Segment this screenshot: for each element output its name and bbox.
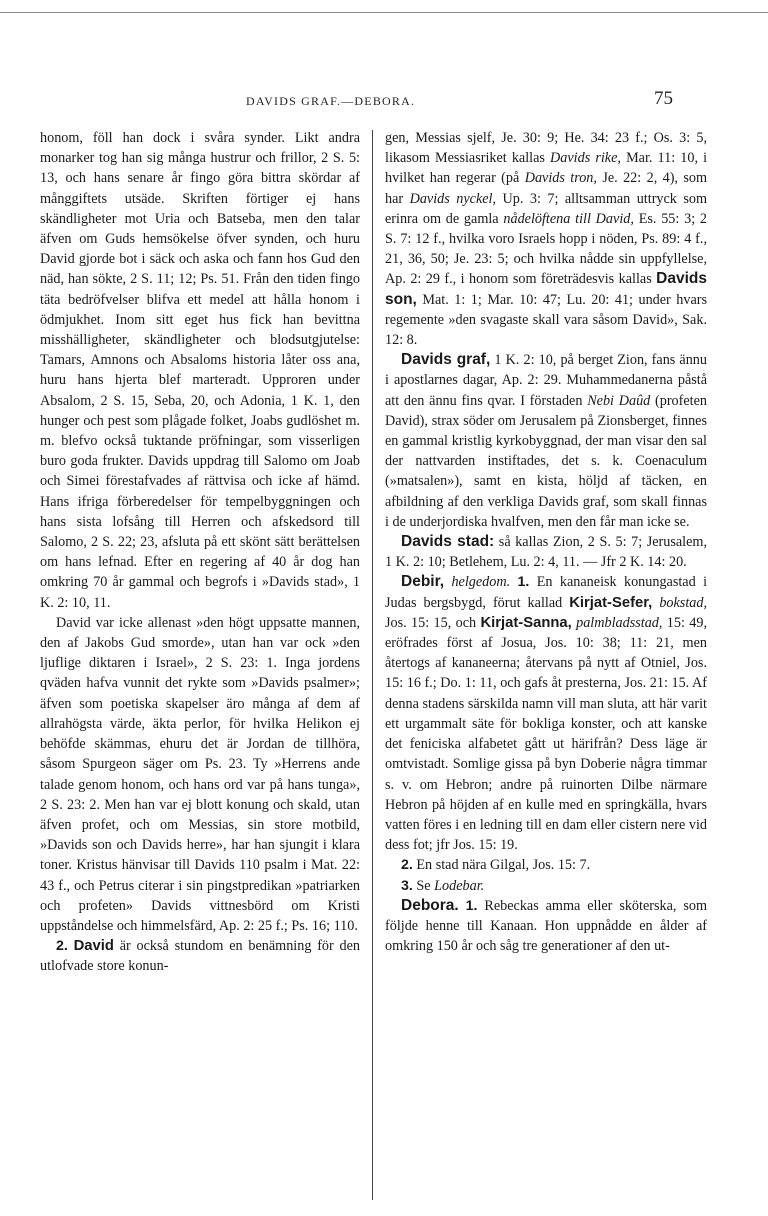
entry-davids-graf: [385, 350, 707, 532]
text-run: Je. 22: 2, 4), som har: [385, 170, 708, 207]
italic-term: palmbladsstad,: [576, 614, 663, 631]
entry-headword: Debir,: [401, 573, 445, 591]
entry-headword: David: [73, 938, 114, 955]
text-run: En kananeisk konungastad i Judas bergsbygd, förut kallad: [385, 574, 708, 611]
entry-text: är också stundom en benämning för den utlofvade store konun-: [40, 938, 361, 975]
top-rule: [0, 12, 768, 13]
entry-number: 2.: [56, 938, 68, 955]
paragraph: honom, föll han dock i svåra synder. Likt andra monarker tog han sig många hustrur och frillor, 2 S. 5: 13, och hans senare år fingo göra bittra skördar af månggiftets utsäde. Skriften förtiger ej hans skändligheter mot Uria och Batseba, men den talar äfven om Guds hemsökelse öfver synden, och huru David gjorde bot i säck och aska och fann hos Gud den näd, han sökte, 2 S. 11; 12; Ps. 51. Från den tiden fingo täta bedröfvelser blifva ett medel att hålla honom i ödmjukhet. Inom sitt eget hus fick han bevittna misshälligheter, skändligheter och blodsutgjutelse: Tamars, Amnons och Absaloms historia låter oss ana, huru hans hjerta blef marteradt. Upproren under Absalom, 2 S. 15, Seba, 20, och Adonia, 1 K. 1, den hunger och pest som plågade folket, Joabs gudlöshet m. m. blefvo också tuktande pröfningar, som visserligen buro goda frukter. Davids uppdrag till Salomo om Joab och Simei förestafvades af rättvisa och icke af hämd. Hans ifriga förberedelser för tempelbyggningen och hans sista lofsång till Herren och afskedsord till Salomo, 2 S. 22; 23, afsluta på ett skönt sätt berättelsen om hans lefnad. Efter en regering af 40 år dog han omkring 70 år gammal och begrofs i »Davids stad», 1 K. 2: 10, 11.: [40, 130, 360, 611]
running-head: DAVIDS GRAF.—DEBORA.: [246, 94, 416, 108]
entry-debir-3: [385, 876, 707, 896]
text-run: Up. 3: 7; alltsamman uttryck som erinra om de gamla: [385, 190, 708, 227]
entry-headword: Davids stad:: [401, 533, 495, 551]
entry-number: 1.: [465, 897, 478, 914]
entry-debir: [385, 572, 707, 855]
text-run: så kallas Zion, 2 S. 5: 7; Jerusalem, 1 K. 2: 10; Betlehem, Lu. 2: 4, 11. — Jfr 2 K. 14: 20.: [385, 534, 707, 571]
text-run: gen, Messias sjelf, Je. 30: 9; He. 34: 23 f.; Os. 3: 5, likasom Messiasriket kallas: [385, 130, 707, 167]
text-run: 15: 49, eröfrades först af Josua, Jos. 10: 38; 11: 21, men återtogs af kananeerna; återvans på nytt af Otniel, Jos. 15: 16 f.; Do. 1: 11, och gafs åt presterna, Jos. 21: 15. Af denna stadens särskilda namn vill man sluta, att här varit ett urgammalt säte för bokliga konster, och att kanske det feniciska alfabetet gått ut härifrån? Dess läge är omtvistadt. Somlige gissa på byn Doberie några timmar s. v. om Hebron; andre på ruinorten Dilbe närmare Hebron på höjden af en kulle med en springkälla, hvars vatten föres i en ledning till en dam eller cistern nere vid dess fot; jfr Jos. 15: 19.: [385, 614, 708, 854]
paragraph: David var icke allenast »den högt uppsatte mannen, den af Jakobs Gud smorde», utan han var ock »den ljuflige diktaren i Israel», 2 S. 23: 1. Inga jordens qväden hafva vunnit det rykte som »Davids psalmer»; äfven som poetiska skapelser äro många af dem af allrahögsta värde, äkta perlor, för hvilka Helikon ej behöfde skämmas, ehuru det är Jordan de tillhöra, såsom Spurgeon säger om Ps. 23. Ty »Herrens ande talade genom honom, och hans ord var på hans tunga», 2 S. 23: 2. Men han var ej blott konung och skald, utan äfven profet, och om Messias, sin store motbild, »Davids son och Davids herre», har han sjungit i klara toner. Kristus hänvisar till Davids 110 psalm i Mat. 22: 43 f., och Petrus citerar i sin pingstpredikan »patriarken och profeten» Davids vittnesbörd om Kristi uppståndelse och himmelsfärd, Ap. 2: 25 f.; Ps. 16; 110.: [40, 614, 360, 934]
italic-term: Davids nyckel,: [409, 190, 497, 207]
entry-number: 1.: [517, 574, 530, 591]
entry-headword: Kirjat-Sanna,: [480, 614, 572, 631]
italic-term: nådelöftena till David,: [503, 210, 634, 227]
text-run: En stad nära Gilgal, Jos. 15: 7.: [416, 857, 591, 874]
entry-david-2: [40, 936, 360, 976]
text-run: Mar. 11: 10, i hvilket han regerar (på: [385, 150, 708, 187]
right-column: [385, 128, 707, 956]
italic-term: Lodebar.: [434, 877, 485, 894]
left-column: [40, 128, 360, 977]
italic-term: bokstad,: [659, 594, 707, 611]
entry-debir-2: [385, 855, 707, 875]
text-run: Es. 55: 3; 2 S. 7: 12 f., hvilka voro Israels hopp i nöden, Ps. 89: 4 f., 21, 36, 50; Je. 23: 5; och hvilka nådde sin uppfyllelse, Ap. 2: 29 f., i honom som företrädesvis kallas: [385, 210, 708, 288]
text-run: 1 K. 2: 10, på berget Zion, fans ännu i apostlarnes dagar, Ap. 2: 29. Muhammedanerna påstå att den ännu fins qvar. I förstaden: [385, 352, 707, 409]
italic-term: helgedom.: [451, 574, 511, 591]
italic-term: Nebi Daûd: [587, 392, 651, 409]
text-run: Mat. 1: 1; Mar. 10: 47; Lu. 20: 41; under hvars regemente »den svagaste skall vara såsom David», Sak. 12: 8.: [385, 291, 708, 349]
text-run: Rebeckas amma eller sköterska, som följde henne till Kanaan. Hon uppnådde en ålder af omkring 150 år och såg tre generationer af den ut-: [385, 897, 707, 955]
entry-number: 3.: [401, 877, 413, 894]
page-number: 75: [654, 88, 673, 109]
text-run: Se: [416, 877, 431, 894]
entry-debora: [385, 896, 707, 957]
entry-headword: Debora.: [401, 896, 459, 914]
text-run: Jos. 15: 15, och: [385, 614, 477, 631]
italic-term: Davids rike,: [550, 150, 621, 167]
text-run: (profeten David), strax söder om Jerusalem på Zionsberget, finnes en gammal kristlig kyrkobyggnad, der man visar den sal der nattvarden instiftades, det s. k. Coenaculum (»matsalen»), samt en kista, höljd af täcken, en afbildning af den verkliga Davids graf, som skall finnas i de underjordiska hvalfven, men den får man icke se.: [385, 392, 708, 530]
column-divider: [372, 130, 373, 1200]
entry-headword: Davids son,: [385, 270, 708, 308]
page-header: [0, 88, 768, 114]
entry-headword: Davids graf,: [401, 351, 491, 369]
entry-davids-stad: [385, 532, 707, 572]
paragraph: [385, 128, 707, 350]
italic-term: Davids tron,: [524, 170, 597, 187]
entry-headword: Kirjat-Sefer,: [569, 594, 653, 611]
entry-number: 2.: [401, 857, 413, 874]
